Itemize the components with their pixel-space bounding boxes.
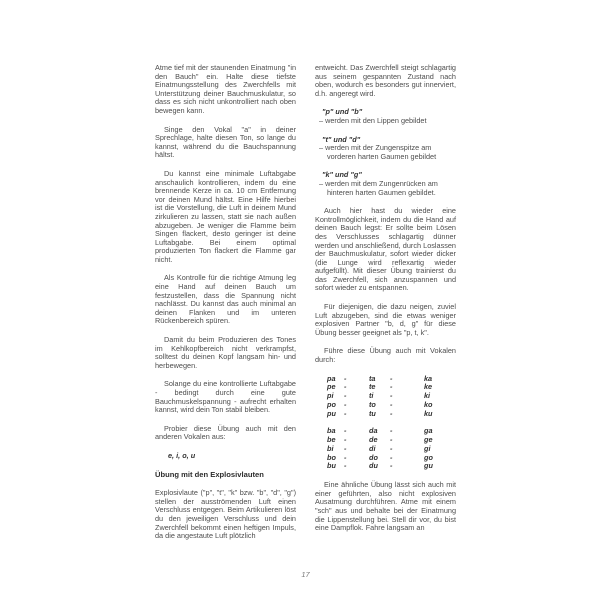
syllable-row (315, 427, 456, 436)
consonant-pair-heading: "p" und "b" (322, 107, 363, 117)
consonant-pair-heading: "k" und "g" (322, 170, 362, 180)
paragraph: Probier diese Übung auch mit den anderen Vokalen aus: (155, 423, 296, 442)
syllable: da (369, 426, 378, 436)
separator-dash: - (390, 408, 393, 418)
syllable: ki (424, 391, 431, 401)
syllable: bo (327, 452, 336, 462)
syllable: di (369, 443, 376, 453)
paragraph: Eine ähnliche Übung lässt sich auch mit einer geführten, also nicht explosiven Ausatmung durchführen. Atme mit einem "sch" aus und behalte bei der Einatmung die Lippenstellung bei. Stell dir vor, du bist eine Dampflok. Fahre langsam an (315, 480, 456, 533)
text-column-left (155, 64, 296, 551)
consonant-pair-heading: "t" und "d" (322, 134, 361, 144)
consonant-pair-description: – werden mit dem Zungenrücken am hinteren harten Gaumen gebildet. (319, 178, 438, 197)
syllable-row (315, 383, 456, 392)
section-heading: Übung mit den Explosivlauten (155, 469, 264, 479)
syllable-row (315, 392, 456, 401)
syllable: be (327, 435, 336, 445)
syllable: de (369, 435, 378, 445)
page-content (155, 64, 456, 551)
separator-dash: - (344, 408, 347, 418)
paragraph: Du kannst eine minimale Luftabgabe anschaulich kontrollieren, indem du eine brennende Kerze in ca. 10 cm Entfernung vor deinen Mund hältst. Eine Hilfe hierbei ist die Vorstellung, die Luft in deinem Mund zirkulieren zu lassen, statt sie nach außen abzugeben. Je weniger die Flamme beim Singen flackert, desto geringer ist deine Luftabgabe. Bei einem optimal produzierten Ton flackert die Flamme gar nicht. (155, 168, 296, 264)
separator-dash: - (390, 435, 393, 445)
consonant-pair-description: – werden mit den Lippen gebildet (319, 115, 427, 125)
syllable: ka (424, 373, 433, 383)
paragraph: Als Kontrolle für die richtige Atmung leg eine Hand auf deinen Bauch um festzustellen, dass die Spannung nicht nachlässt. Du kannst das auch minimal an deinen Flanken und im unteren Rückenbereich spüren. (155, 273, 296, 326)
paragraph: Führe diese Übung auch mit Vokalen durch: (315, 346, 456, 365)
syllable-group-p-t-k (315, 375, 456, 419)
separator-dash: - (390, 461, 393, 471)
separator-dash: - (344, 382, 347, 392)
separator-dash: - (344, 399, 347, 409)
syllable: du (369, 461, 378, 471)
separator-dash: - (390, 373, 393, 383)
text-column-right (315, 64, 456, 551)
syllable: bi (327, 443, 334, 453)
syllable: ga (424, 426, 433, 436)
syllable: po (327, 399, 336, 409)
syllable-group-b-d-g (315, 427, 456, 471)
syllable: ku (424, 408, 433, 418)
syllable: pu (327, 408, 336, 418)
syllable: do (369, 452, 378, 462)
separator-dash: - (390, 426, 393, 436)
syllable-row (315, 445, 456, 454)
syllable-row (315, 410, 456, 419)
separator-dash: - (390, 391, 393, 401)
separator-dash: - (344, 426, 347, 436)
separator-dash: - (390, 452, 393, 462)
page-number: 17 (301, 570, 310, 579)
syllable-row (315, 401, 456, 410)
syllable-row (315, 436, 456, 445)
paragraph: Auch hier hast du wieder eine Kontrollmöglichkeit, indem du die Hand auf deinen Bauch legst: Er sollte beim Lösen des Verschlusses schlagartig dünner werden und anschließend, durch Loslassen der Bauchmuskulatur, sofort wieder dicker (die Lunge wird reflexartig wieder aufgefüllt). Mit dieser Übung trainierst du das Zwerchfell, sich anzuspannen und sofort wieder zu entspannen. (315, 206, 456, 293)
paragraph: entweicht. Das Zwerchfell steigt schlagartig aus seinem gespannten Zustand nach oben, wodurch es besonders gut innerviert, d.h. angeregt wird. (315, 63, 456, 98)
syllable-table (315, 375, 456, 472)
syllable: ke (424, 382, 433, 392)
syllable: ta (369, 373, 376, 383)
consonant-pair-group (315, 171, 456, 197)
syllable: go (424, 452, 433, 462)
consonant-pair-group (315, 136, 456, 162)
separator-dash: - (390, 399, 393, 409)
syllable: pa (327, 373, 336, 383)
syllable: te (369, 382, 376, 392)
syllable: gi (424, 443, 431, 453)
separator-dash: - (344, 443, 347, 453)
separator-dash: - (390, 443, 393, 453)
vowel-list: e, i, o, u (168, 450, 196, 460)
syllable: to (369, 399, 376, 409)
consonant-pair-description: – werden mit der Zungenspitze am vorderen harten Gaumen gebildet (319, 143, 437, 161)
paragraph: Für diejenigen, die dazu neigen, zuviel Luft abzugeben, sind die etwas weniger explosiven Partner "b, d, g" für diese Übung besser geeignet als "p, t, k". (315, 302, 456, 337)
syllable: ko (424, 399, 433, 409)
paragraph: Damit du beim Produzieren des Tones im Kehlkopfbereich nicht verkrampfst, solltest du deinen Kopf langsam hin- und herbewegen. (155, 335, 296, 370)
syllable-row (315, 462, 456, 471)
paragraph: Explosivlaute ("p", "t", "k" bzw. "b", "d", "g") stellen der ausströmenden Luft einen Verschluss entgegen. Beim Artikulieren löst du den jeweiligen Verschluss und dein Zwerchfell bekommt einen heftigen Impuls, da die angestaute Luft plötzlich (155, 488, 296, 541)
paragraph: Solange du eine kontrollierte Luftabgabe - bedingt durch eine gute Bauchmuskelspannung - aufrecht erhalten kannst, wird dein Ton stabil bleiben. (155, 379, 296, 415)
paragraph: Atme tief mit der staunenden Einatmung "in den Bauch" ein. Halte diese tiefste Einatmungsstellung des Zwerchfells mit Unterstützung deiner Bauchmuskulatur, so dass es sich nicht unkontrolliert nach oben bewegen kann. (155, 63, 296, 115)
syllable-row (315, 454, 456, 463)
syllable: bu (327, 461, 336, 471)
syllable: pi (327, 391, 334, 401)
syllable: ba (327, 426, 336, 436)
separator-dash: - (390, 382, 393, 392)
syllable: ti (369, 391, 374, 401)
separator-dash: - (344, 461, 347, 471)
consonant-pair-group (315, 108, 456, 125)
separator-dash: - (344, 373, 347, 383)
syllable: tu (369, 408, 376, 418)
syllable-row (315, 375, 456, 384)
syllable: pe (327, 382, 336, 392)
syllable: ge (424, 435, 433, 445)
syllable: gu (424, 461, 433, 471)
separator-dash: - (344, 435, 347, 445)
separator-dash: - (344, 391, 347, 401)
paragraph: Singe den Vokal "a" in deiner Sprechlage, halte diesen Ton, so lange du kannst, während du die Bauchspannung hältst. (155, 124, 296, 160)
separator-dash: - (344, 452, 347, 462)
